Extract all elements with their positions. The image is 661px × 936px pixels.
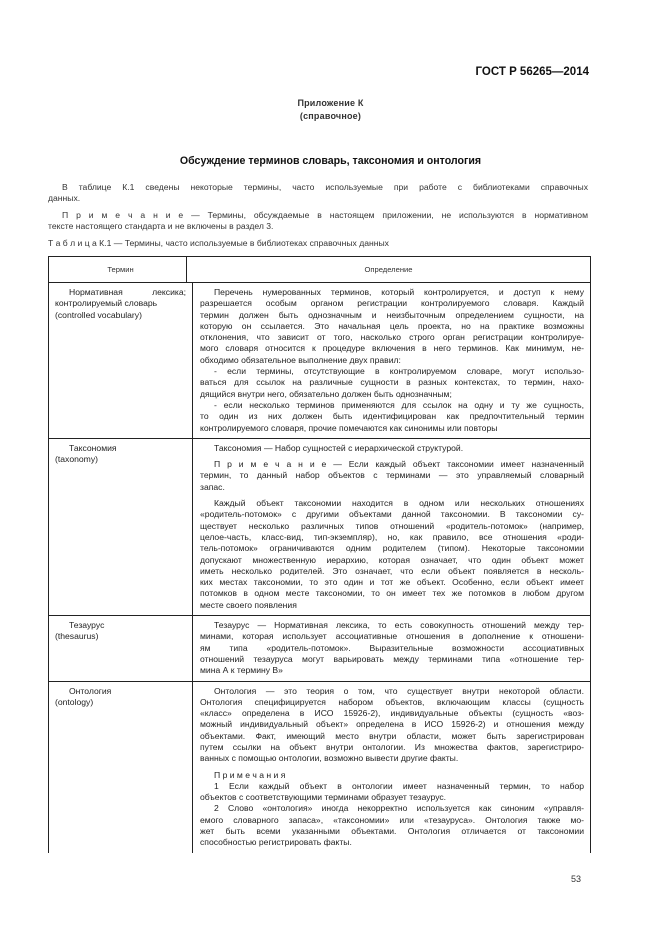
- text-line: емого словарного запаса», «таксономии» или «тезауруса». Онтология также мо-: [200, 814, 584, 825]
- table-header-row: [49, 257, 590, 283]
- paragraph: [200, 287, 584, 366]
- text-line: обходимо обязательное выполнение двух правил:: [200, 354, 401, 365]
- text-line: Онтология специфицируется набором объектов, включающим классы (сущность: [200, 696, 584, 707]
- text-line: термин должен быть однозначным и неизбыточным определением сущности, на: [200, 309, 584, 320]
- text-line: потомков в одном месте таксономии, то он имеет тех же потомков в любом другом: [200, 588, 584, 599]
- text-line: месте своего появления: [200, 599, 297, 610]
- paragraph: [200, 686, 584, 765]
- text-line: термин, то данный набор объектов с терминами — это управляемый словарный: [200, 470, 584, 481]
- term-line: (ontology): [55, 696, 94, 707]
- text-line: запас.: [200, 481, 225, 492]
- text-line: Онтология — это теория о том, что существует внутри некоторой области.: [214, 685, 584, 696]
- text-line: дящийся внутри него, обязательно должен быть однозначным;: [200, 388, 452, 399]
- appendix-title: Приложение К: [297, 98, 364, 108]
- term-line: (thesaurus): [55, 631, 99, 642]
- text-line: допускают множественную иерархию, которая означает, что один объект может: [200, 554, 584, 565]
- text-line: ванных с помощью онтологии, возможно вывести другие факты.: [200, 753, 459, 764]
- text-line: минами, которая использует ассоциативные отношения в дополнение к отношени-: [200, 631, 584, 642]
- text-line: жет быть всеми указанными объектами. Онтология отличается от таксономии: [200, 826, 584, 837]
- term-line: Онтология: [69, 685, 112, 696]
- header-definition: Определение: [364, 265, 413, 274]
- term-line: Нормативная лексика;: [69, 287, 186, 297]
- text-line: ких местах таксономии, то это один и тот же объект. Особенно, если объект имеет: [200, 577, 584, 588]
- page-number: 53: [570, 874, 581, 884]
- text-line: тексте настоящего стандарта и не включены в раздел 3.: [48, 220, 274, 231]
- text-line: которую он ссылается. Это начальная цель проекта, но на практике возможны: [200, 320, 584, 331]
- text-line: мого словаря относится к процедуре включения в него терминов. Как минимум, не-: [200, 343, 584, 354]
- text-line: данных.: [48, 193, 81, 204]
- term-line: Тезаурус: [69, 620, 105, 631]
- table-row: [49, 283, 590, 439]
- appendix-subtitle: (справочное): [299, 111, 362, 121]
- term-line: контролируемый словарь: [55, 298, 158, 309]
- text-line: В таблице К.1 сведены некоторые термины, часто используемые при работе с библиотеками справочных: [62, 182, 588, 192]
- term-cell: [49, 439, 193, 615]
- section-title: Обсуждение терминов словарь, таксономия и онтология: [179, 155, 482, 167]
- text-line: отношений тезауруса могут варьировать между терминами типа «отношение тер-: [200, 653, 584, 664]
- text-line: П р и м е ч а н и е — Если каждый объект таксономии имеет назначенный: [214, 459, 584, 470]
- text-line: то один из них должен быть идентифицирован как предпочтительный термин: [200, 411, 584, 422]
- text-line: целое-часть, класс-вид, тип-экземпляр), но, как правило, все отношения «роди-: [200, 531, 584, 542]
- text-line: «класс» определена в ИСО 15926-2), индивидуальные объекты (сущность «воз-: [200, 708, 584, 719]
- paragraph: [200, 459, 584, 493]
- table-row: [49, 439, 590, 616]
- table-row: [49, 682, 590, 853]
- text-line: отклонения, что зависит от того, насколько строго орган регистрации контролируе-: [200, 332, 584, 343]
- definition-cell: [193, 283, 590, 438]
- text-line: «родитель-потомок» с другими объектами данной таксономии. В таксономии су-: [200, 509, 584, 520]
- document-id: ГОСТ Р 56265—2014: [475, 66, 589, 78]
- header-term: Термин: [49, 257, 187, 282]
- text-line: ям типа «родитель-потомок». Выразительные возможности ассоциативных: [200, 642, 584, 653]
- appendix-heading: [0, 97, 661, 123]
- text-line: - если термины, отсутствующие в контролируемом словаре, могут использо-: [214, 366, 584, 377]
- paragraph: [200, 620, 584, 676]
- text-line: разрешается особым органом регистрации контролируемого словаря. Каждый: [200, 298, 584, 309]
- text-line: ществует несколько различных типов отношений «родитель-потомок» (например,: [200, 520, 584, 531]
- terms-table: [48, 256, 591, 853]
- paragraph: [200, 770, 584, 781]
- text-line: контролируемого словаря, прочие помечаются как синонимы или повторы: [200, 422, 498, 433]
- definition-cell: [193, 439, 590, 615]
- text-line: Таксономия — Набор сущностей с иерархической структурой.: [214, 442, 464, 453]
- text-line: способностью регистрировать факты.: [200, 837, 352, 848]
- text-line: П р и м е ч а н и я: [214, 769, 286, 780]
- term-cell: [49, 283, 193, 438]
- intro-text: [48, 182, 588, 232]
- text-line: - если несколько терминов применяются для ссылок на одну и ту же сущность,: [214, 399, 584, 410]
- text-line: мина А к термину В»: [200, 665, 283, 676]
- text-line: Перечень нумерованных терминов, который контролируется, и доступ к нему: [214, 287, 584, 297]
- text-line: объектами. Факт, имеющий место внутри области, может быть зарегистрирован: [200, 730, 584, 741]
- term-cell: [49, 616, 193, 680]
- text-line: П р и м е ч а н и е — Термины, обсуждаемые в настоящем приложении, не используются в нормативном: [62, 209, 588, 220]
- table-caption: Т а б л и ц а К.1 — Термины, часто используемые в библиотеках справочных данных: [48, 238, 389, 248]
- term-line: Таксономия: [69, 442, 117, 453]
- paragraph: [200, 498, 584, 611]
- text-line: путем ссылки на объект внутри онтологии. Из множества фактов, зарегистриро-: [200, 741, 584, 752]
- text-line: можный индивидуальный объект» определена в ИСО 15926-2) и отношения между: [200, 719, 584, 730]
- text-line: иметь несколько родителей. Это означает, что если объект появляется в несколь-: [200, 565, 584, 576]
- paragraph: [200, 803, 584, 848]
- paragraph: [200, 781, 584, 804]
- term-cell: [49, 682, 193, 853]
- text-line: 1 Если каждый объект в онтологии имеет назначенный термин, то набор: [214, 780, 584, 791]
- text-line: ваться для ссылок на различные сущности в разных контекстах, то термин, нахо-: [200, 377, 584, 388]
- text-line: 2 Слово «онтология» иногда некорректно используется как синоним «управля-: [214, 803, 584, 814]
- paragraph: [48, 182, 588, 205]
- text-line: тель-потомок» ограничиваются одним родителем (типом). Некоторые таксономии: [200, 543, 584, 554]
- paragraph: [200, 400, 584, 434]
- definition-cell: [193, 616, 590, 680]
- text-line: объектов с соответствующими терминами образует тезаурус.: [200, 792, 447, 803]
- term-line: (controlled vocabulary): [55, 309, 142, 320]
- paragraph: [200, 443, 584, 454]
- definition-cell: [193, 682, 590, 853]
- text-line: Тезаурус — Нормативная лексика, то есть совокупность отношений между тер-: [214, 620, 584, 631]
- table-row: [49, 616, 590, 681]
- text-line: Каждый объект таксономии находится в одном или нескольких отношениях: [214, 498, 584, 509]
- paragraph: [48, 210, 588, 233]
- paragraph: [200, 366, 584, 400]
- term-line: (taxonomy): [55, 454, 98, 465]
